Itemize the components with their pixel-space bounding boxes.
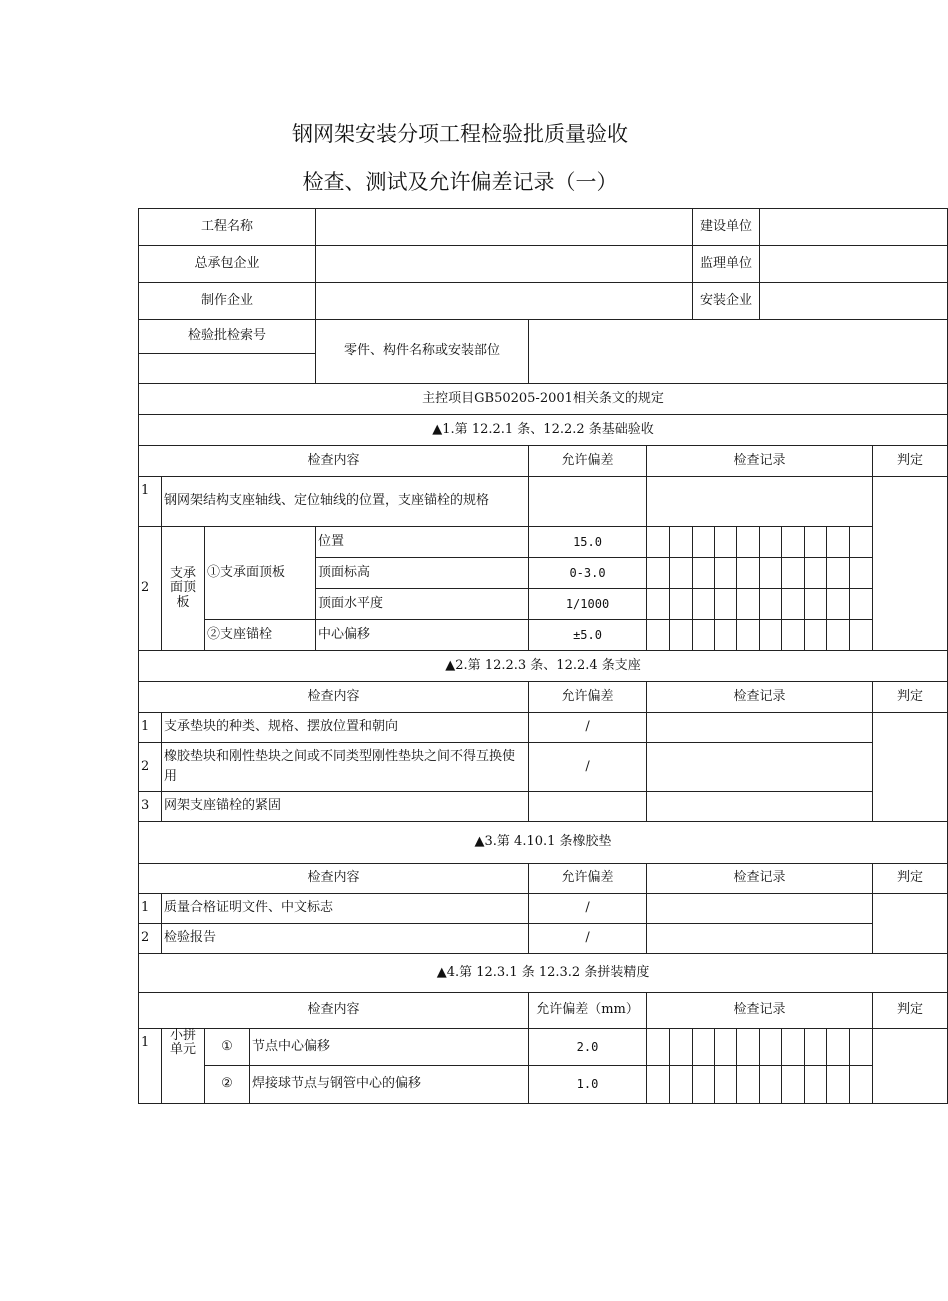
record-cell[interactable] <box>827 1066 850 1104</box>
record-cell[interactable] <box>827 620 850 651</box>
record-cell[interactable] <box>715 1029 737 1066</box>
component-label: 零件、构件名称或安装部位 <box>316 320 529 384</box>
record-cell[interactable] <box>715 558 737 589</box>
section1-title: ▲1.第 12.2.1 条、12.2.2 条基础验收 <box>139 415 948 446</box>
s2-row-text: 网架支座锚栓的紧固 <box>162 792 529 822</box>
s3-row-record[interactable] <box>647 924 873 954</box>
record-cell[interactable] <box>760 1066 782 1104</box>
section1-col-tolerance: 允许偏差 <box>529 446 647 477</box>
s2-row-num: 2 <box>139 743 162 792</box>
project-name-value[interactable] <box>316 209 693 246</box>
record-cell[interactable] <box>737 1029 760 1066</box>
s3-row-text: 检验报告 <box>162 924 529 954</box>
record-cell[interactable] <box>850 589 873 620</box>
s2-row-text: 橡胶垫块和刚性垫块之间或不同类型刚性垫块之间不得互换使用 <box>162 743 529 792</box>
record-cell[interactable] <box>827 589 850 620</box>
manufacturer-label: 制作企业 <box>139 283 316 320</box>
section1-col-record: 检查记录 <box>647 446 873 477</box>
record-cell[interactable] <box>693 527 715 558</box>
s3-row-num: 2 <box>139 924 162 954</box>
section3-col-record: 检查记录 <box>647 864 873 894</box>
section4-title: ▲4.第 12.3.1 条 12.3.2 条拼装精度 <box>139 954 948 993</box>
record-cell[interactable] <box>693 558 715 589</box>
s1-item-name: 顶面水平度 <box>316 589 529 620</box>
supervision-unit-label: 监理单位 <box>693 246 760 283</box>
section2-col-record: 检查记录 <box>647 682 873 713</box>
record-cell[interactable] <box>737 527 760 558</box>
batch-index-label: 检验批检索号 <box>139 320 316 354</box>
record-cell[interactable] <box>850 527 873 558</box>
record-cell[interactable] <box>737 558 760 589</box>
batch-index-value[interactable] <box>139 354 316 384</box>
document-subtitle: 检查、测试及允许偏差记录（一） <box>302 170 618 194</box>
s4-group: 小拼单元 <box>162 1029 205 1104</box>
record-cell[interactable] <box>693 1066 715 1104</box>
section3-col-judge: 判定 <box>873 864 948 894</box>
s3-judge[interactable] <box>873 894 948 954</box>
s2-row-tolerance <box>529 792 647 822</box>
section4-col-content: 检查内容 <box>139 993 529 1029</box>
s1-item-tolerance: ±5.0 <box>529 620 647 651</box>
record-cell[interactable] <box>782 527 805 558</box>
s2-judge[interactable] <box>873 713 948 822</box>
document-title: 钢网架安装分项工程检验批质量验收 <box>292 122 628 146</box>
section2-col-tolerance: 允许偏差 <box>529 682 647 713</box>
s4-item-text: 焊接球节点与钢管中心的偏移 <box>250 1066 529 1104</box>
s2-row-text: 支承垫块的种类、规格、摆放位置和朝向 <box>162 713 529 743</box>
record-cell[interactable] <box>805 1029 827 1066</box>
record-cell[interactable] <box>760 620 782 651</box>
s1-row2-group: 支承面顶板 <box>162 527 205 651</box>
construction-unit-label: 建设单位 <box>693 209 760 246</box>
s1-row1-tolerance <box>529 477 647 527</box>
record-cell[interactable] <box>737 620 760 651</box>
s3-row-tolerance: / <box>529 894 647 924</box>
record-cell[interactable] <box>670 620 693 651</box>
s1-sub2-label: ②支座锚栓 <box>205 620 316 651</box>
record-cell[interactable] <box>805 1066 827 1104</box>
record-cell[interactable] <box>670 1066 693 1104</box>
s4-judge[interactable] <box>873 1029 948 1104</box>
record-cell[interactable] <box>850 1029 873 1066</box>
section1-col-judge: 判定 <box>873 446 948 477</box>
s2-row-tolerance: / <box>529 743 647 792</box>
s1-item-name: 中心偏移 <box>316 620 529 651</box>
record-cell[interactable] <box>782 589 805 620</box>
s1-row1-num: 1 <box>139 477 162 527</box>
inspection-record-table <box>138 208 948 1104</box>
record-cell[interactable] <box>647 1029 670 1066</box>
s1-judge[interactable] <box>873 477 948 651</box>
supervision-unit-value[interactable] <box>760 246 948 283</box>
record-cell[interactable] <box>805 558 827 589</box>
record-cell[interactable] <box>647 589 670 620</box>
record-cell[interactable] <box>670 1029 693 1066</box>
record-cell[interactable] <box>670 589 693 620</box>
s1-item-tolerance: 1/1000 <box>529 589 647 620</box>
s3-row-text: 质量合格证明文件、中文标志 <box>162 894 529 924</box>
record-cell[interactable] <box>647 1066 670 1104</box>
record-cell[interactable] <box>850 620 873 651</box>
record-cell[interactable] <box>805 620 827 651</box>
record-cell[interactable] <box>670 558 693 589</box>
record-cell[interactable] <box>760 527 782 558</box>
s3-row-tolerance: / <box>529 924 647 954</box>
section2-col-judge: 判定 <box>873 682 948 713</box>
s2-row-record[interactable] <box>647 743 873 792</box>
s4-row-num: 1 <box>139 1029 162 1104</box>
record-cell[interactable] <box>693 1029 715 1066</box>
general-contractor-label: 总承包企业 <box>139 246 316 283</box>
s2-row-record[interactable] <box>647 713 873 743</box>
record-cell[interactable] <box>715 589 737 620</box>
s1-row2-num: 2 <box>139 527 162 651</box>
record-cell[interactable] <box>805 589 827 620</box>
s4-item-mark: ② <box>205 1066 250 1104</box>
s2-row-record[interactable] <box>647 792 873 822</box>
section4-col-record: 检查记录 <box>647 993 873 1029</box>
record-cell[interactable] <box>737 1066 760 1104</box>
s1-item-name: 位置 <box>316 527 529 558</box>
s1-sub1-label: ①支承面顶板 <box>205 527 316 620</box>
construction-unit-value[interactable] <box>760 209 948 246</box>
record-cell[interactable] <box>850 558 873 589</box>
component-value[interactable] <box>529 320 948 384</box>
s4-item-text: 节点中心偏移 <box>250 1029 529 1066</box>
manufacturer-value[interactable] <box>316 283 693 320</box>
section2-title: ▲2.第 12.2.3 条、12.2.4 条支座 <box>139 651 948 682</box>
s3-row-num: 1 <box>139 894 162 924</box>
record-cell[interactable] <box>782 1066 805 1104</box>
section4-col-tolerance: 允许偏差（mm） <box>529 993 647 1029</box>
record-cell[interactable] <box>760 558 782 589</box>
section2-col-content: 检查内容 <box>139 682 529 713</box>
record-cell[interactable] <box>715 527 737 558</box>
record-cell[interactable] <box>827 558 850 589</box>
record-cell[interactable] <box>760 1029 782 1066</box>
section3-col-tolerance: 允许偏差 <box>529 864 647 894</box>
record-cell[interactable] <box>693 589 715 620</box>
s1-item-name: 顶面标高 <box>316 558 529 589</box>
installer-label: 安装企业 <box>693 283 760 320</box>
section1-col-content: 检查内容 <box>139 446 529 477</box>
section3-title: ▲3.第 4.10.1 条橡胶垫 <box>139 822 948 864</box>
s1-row1-text: 钢网架结构支座轴线、定位轴线的位置，支座锚栓的规格 <box>162 477 529 527</box>
s4-item-mark: ① <box>205 1029 250 1066</box>
record-cell[interactable] <box>647 558 670 589</box>
s4-item-tolerance: 2.0 <box>529 1029 647 1066</box>
record-cell[interactable] <box>670 527 693 558</box>
s4-item-tolerance: 1.0 <box>529 1066 647 1104</box>
record-cell[interactable] <box>782 620 805 651</box>
record-cell[interactable] <box>850 1066 873 1104</box>
s1-row1-record[interactable] <box>647 477 873 527</box>
record-cell[interactable] <box>782 558 805 589</box>
s3-row-record[interactable] <box>647 894 873 924</box>
s1-item-tolerance: 15.0 <box>529 527 647 558</box>
section3-col-content: 检查内容 <box>139 864 529 894</box>
s2-row-num: 3 <box>139 792 162 822</box>
record-cell[interactable] <box>647 527 670 558</box>
project-name-label: 工程名称 <box>139 209 316 246</box>
general-contractor-value[interactable] <box>316 246 693 283</box>
record-cell[interactable] <box>715 1066 737 1104</box>
s2-row-tolerance: / <box>529 713 647 743</box>
record-cell[interactable] <box>715 620 737 651</box>
record-cell[interactable] <box>782 1029 805 1066</box>
record-cell[interactable] <box>827 527 850 558</box>
installer-value[interactable] <box>760 283 948 320</box>
record-cell[interactable] <box>737 589 760 620</box>
record-cell[interactable] <box>647 620 670 651</box>
s1-item-tolerance: 0-3.0 <box>529 558 647 589</box>
record-cell[interactable] <box>760 589 782 620</box>
s2-row-num: 1 <box>139 713 162 743</box>
main-control-heading: 主控项目GB50205-2001相关条文的规定 <box>139 384 948 415</box>
section4-col-judge: 判定 <box>873 993 948 1029</box>
record-cell[interactable] <box>693 620 715 651</box>
record-cell[interactable] <box>805 527 827 558</box>
record-cell[interactable] <box>827 1029 850 1066</box>
